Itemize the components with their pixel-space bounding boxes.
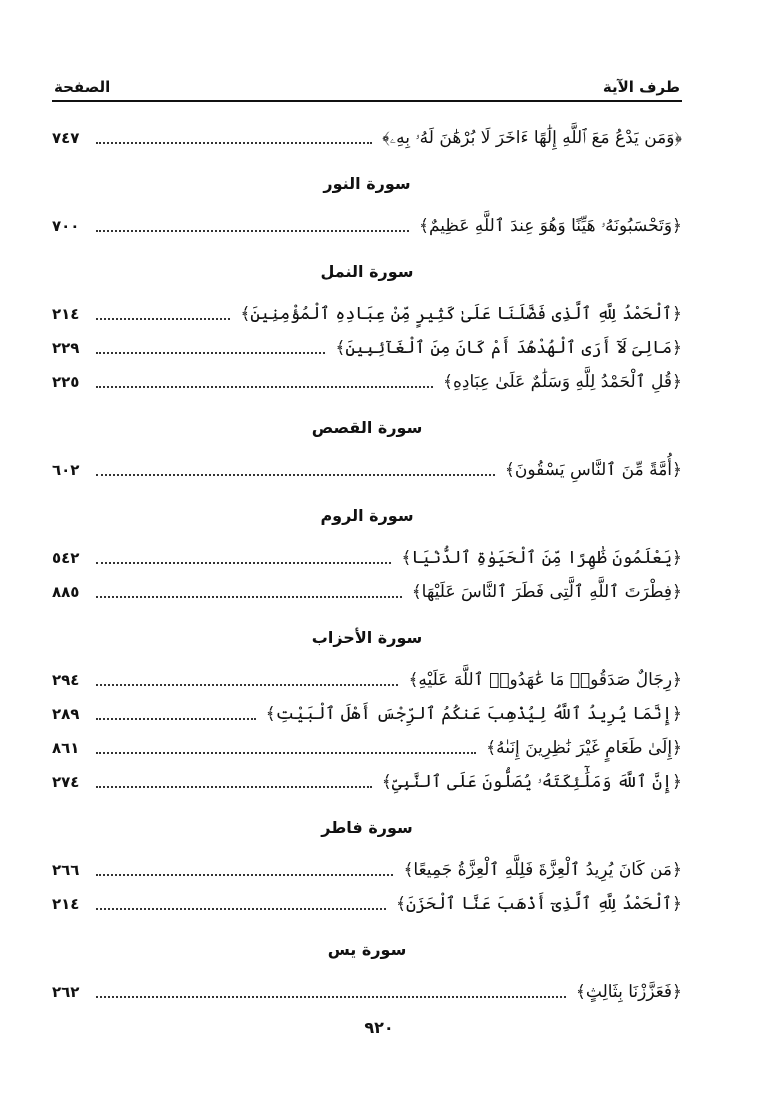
surah-section (52, 928, 682, 1006)
verse-text: ﴿قُلِ ٱلْحَمْدُ لِلَّهِ وَسَلَٰمٌ عَلَىٰ عِبَادِهِ﴾ (443, 372, 682, 392)
dot-leader (96, 873, 393, 876)
surah-title: سورة القصص (311, 418, 423, 437)
surah-title: سورة الروم (320, 506, 414, 525)
verse-text: ﴿إِلَىٰ طَعَامٍ غَيْرَ نَٰظِرِينَ إِنَىٰهُ﴾ (486, 738, 682, 758)
surah-section (52, 616, 682, 796)
verse-text: ﴿رِجَالٌ صَدَقُوا۟ مَا عَٰهَدُوا۟ ٱللَّهَ عَلَيْهِ﴾ (408, 670, 682, 690)
page-reference: ٢٢٩ (52, 339, 80, 357)
dot-leader (96, 751, 476, 754)
surah-section (52, 806, 682, 918)
dot-leader (96, 785, 372, 788)
page-reference: ٢١٤ (52, 305, 80, 323)
dot-leader (96, 683, 398, 686)
index-entry (52, 694, 682, 728)
verse-text: ﴿مَن كَانَ يُرِيدُ ٱلْعِزَّةَ فَلِلَّهِ ٱلْعِزَّةُ جَمِيعًا﴾ (403, 860, 682, 880)
index-entry (52, 850, 682, 884)
verse-text: ﴿ٱلْحَمْدُ لِلَّهِ ٱلَّذِىٓ أَذْهَبَ عَنَّا ٱلْحَزَنَ﴾ (395, 894, 682, 914)
page-reference: ٥٤٢ (52, 549, 80, 567)
verse-text: ﴿فَعَزَّزْنَا بِثَالِثٍ﴾ (575, 982, 682, 1002)
page-reference: ٢٨٩ (52, 705, 80, 723)
page-reference: ٨٨٥ (52, 583, 80, 601)
page-reference: ٢١٤ (52, 895, 80, 913)
index-entry (52, 972, 682, 1006)
index-page (52, 70, 682, 1006)
verse-text: ﴿إِنَّمَا يُرِيدُ ٱللَّهُ لِيُذْهِبَ عَنكُمُ ٱلرِّجْسَ أَهْلَ ٱلْبَيْتِ﴾ (265, 704, 682, 724)
page-column-header: الصفحة (54, 78, 111, 96)
index-entry (52, 206, 682, 240)
index-entry (52, 538, 682, 572)
surah-title: سورة يس (327, 940, 407, 959)
page-reference: ٧٤٧ (52, 129, 80, 147)
verse-text: ﴿ٱلْحَمْدُ لِلَّهِ ٱلَّذِى فَضَّلَنَا عَلَىٰ كَثِيرٍ مِّنْ عِبَادِهِ ٱلْمُؤْمِنِينَ﴾ (240, 304, 682, 324)
surah-title: سورة الأحزاب (311, 628, 423, 647)
dot-leader (96, 561, 391, 564)
index-content (52, 118, 682, 1006)
index-entry (52, 762, 682, 796)
index-entry (52, 572, 682, 606)
verse-text: ﴿يَعْلَمُونَ ظَٰهِرًا مِّنَ ٱلْحَيَوٰةِ ٱلدُّنْيَا﴾ (401, 548, 682, 568)
dot-leader (96, 717, 256, 720)
dot-leader (96, 595, 402, 598)
surah-section (52, 250, 682, 396)
index-entry (52, 660, 682, 694)
dot-leader (96, 907, 386, 910)
page-reference: ٦٠٢ (52, 461, 80, 479)
dot-leader (96, 351, 325, 354)
dot-leader (96, 317, 230, 320)
page-reference: ٢٢٥ (52, 373, 80, 391)
page-reference: ٧٠٠ (52, 217, 80, 235)
verse-text: ﴿أُمَّةً مِّنَ ٱلنَّاسِ يَسْقُونَ﴾ (504, 460, 682, 480)
index-entry (52, 884, 682, 918)
page-reference: ٢٦٦ (52, 861, 80, 879)
verse-column-header: طرف الآية (602, 78, 680, 96)
verse-text: ﴿فِطْرَتَ ٱللَّهِ ٱلَّتِى فَطَرَ ٱلنَّاسَ عَلَيْهَا﴾ (411, 582, 682, 602)
table-header (52, 70, 682, 102)
page-reference: ٢٩٤ (52, 671, 80, 689)
index-entry (52, 294, 682, 328)
surah-section (52, 406, 682, 484)
index-entry (52, 450, 682, 484)
verse-text: ﴿إِنَّ ٱللَّهَ وَمَلَٰٓئِكَتَهُۥ يُصَلُّونَ عَلَى ٱلنَّبِىِّ﴾ (381, 772, 682, 792)
dot-leader (96, 473, 495, 476)
page-reference: ٨٦١ (52, 739, 80, 757)
index-entry (52, 362, 682, 396)
page-reference: ٢٧٤ (52, 773, 80, 791)
surah-section (52, 162, 682, 240)
verse-text: ﴿وَمَن يَدْعُ مَعَ ٱللَّهِ إِلَٰهًا ءَاخَرَ لَا بُرْهَٰنَ لَهُۥ بِهِۦ﴾ (382, 128, 682, 148)
dot-leader (96, 141, 372, 144)
index-entry (52, 328, 682, 362)
surah-title: سورة فاطر (321, 818, 413, 837)
verse-text: ﴿وَتَحْسَبُونَهُۥ هَيِّنًا وَهُوَ عِندَ ٱللَّهِ عَظِيمٌ﴾ (418, 216, 682, 236)
surah-title: سورة النمل (320, 262, 414, 281)
dot-leader (96, 385, 433, 388)
surah-title: سورة النور (323, 174, 411, 193)
surah-section (52, 494, 682, 606)
page-reference: ٢٦٢ (52, 983, 80, 1001)
dot-leader (96, 229, 409, 232)
index-entry (52, 728, 682, 762)
index-entry (52, 118, 682, 152)
page-number-footer: ٩٢٠ (364, 1018, 394, 1037)
verse-text: ﴿مَالِىَ لَآ أَرَى ٱلْهُدْهُدَ أَمْ كَانَ مِنَ ٱلْغَآئِبِينَ﴾ (335, 338, 682, 358)
dot-leader (96, 995, 566, 998)
